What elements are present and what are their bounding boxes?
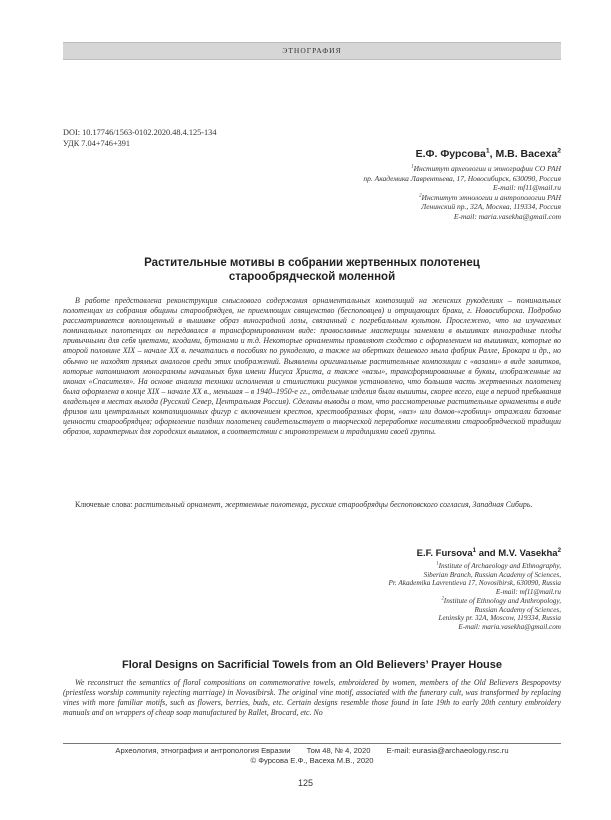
ru-author-2-sup: 2	[557, 147, 561, 155]
ru-affil-text: E-mail: mf11@mail.ru	[492, 183, 561, 192]
ru-affil-line	[241, 174, 561, 184]
en-affil-text: E-mail: maria.vasekha@gmail.com	[458, 622, 561, 631]
en-authors	[417, 548, 561, 559]
ru-keywords-text: растительный орнамент, жертвенные полотенца, русские старообрядцы беспоповского согласия, Западная Сибирь.	[134, 500, 533, 509]
ru-authors	[416, 148, 561, 160]
en-affil-sup: 1	[436, 561, 439, 567]
ru-author-2: М.В. Васеха	[495, 148, 558, 160]
section-title: ЭТНОГРАФИЯ	[282, 46, 342, 55]
ru-author-1-sup: 1	[485, 147, 490, 155]
en-affil-text: Pr. Akademika Lavrentieva 17, Novosibirsk, 630090, Russia	[388, 579, 561, 588]
en-affil-line	[261, 571, 561, 580]
en-affil-line	[261, 562, 561, 571]
en-affil-line	[261, 579, 561, 588]
ru-affil-text: E-mail: maria.vasekha@gmail.com	[453, 211, 561, 221]
ru-affil-line	[241, 183, 561, 193]
footer-line-1	[63, 746, 561, 756]
en-affil-line	[261, 614, 561, 623]
en-author-1: E.F. Fursova	[416, 548, 473, 559]
ru-affil-line	[241, 164, 561, 174]
udk: УДК 7.04+746+391	[63, 138, 131, 148]
en-affil-line	[261, 597, 561, 606]
ru-affil-sup: 2	[419, 193, 422, 198]
ru-affiliations	[241, 164, 561, 221]
ru-affil-text: Институт этнологии и антропологии РАН	[421, 192, 561, 202]
ru-abstract: В работе представлена реконструкция смыслового содержания орнаментальных композиций на женских рукоделиях – поминальных полотенцах из собрания общины старообрядцев, не приемлющих священство (беспоповцев) и отрицающих браки, г. Новосибирска. Подробно рассматривается воплощенный в вышивке образ виноградной лозы, связанный с погребальным культом. Прослежено, что на изучаемых поминальных полотенцах он передавался в трансформированном виде: православные мастерицы заменяли в вышивках виноградные плоды привычными для себя цветами, ягодами, бутонами и т.д. Некоторые орнаменты проявляют сходство с оформлением на вышивках, которые во второй половине XIX – начале XX в. печатались в пособиях по рукоделию, а также на обертках дешевого мыла фабрик Ралле, Брокара и др., но обычно не находят прямых аналогов среди этих изображений. Выявлены оригинальные растительные композиции с «вазами» в виде завитков, которые напоминают монограммы начальных букв имени Иисуса Христа, а также «вазы», трансформированные в буквы, изображенные на иконах «Спасителя». На основе анализа техники исполнения и стилистики рисунков установлено, что большая часть жертвенных полотенец была оформлена в конце XIX – начале XX в., меньшая – в 1940–1950-е гг., отдельные изделия были вышиты, скорее всего, еще в период пребывания владельцев в местах выхода (Русский Север, Центральная Россия). Сделаны выводы о том, что рассмотренные растительные орнаменты в виде фризов или центральных композиционных фигур с включением крестов, крестообразных форм, «ваз» или домов-«гробниц» отражали базовые ценности старообрядцев; оформление поздних полотенец свидетельствует о творческой переработке носителями старообрядческой традиции образов, характерных для городских вышивок, в соответствии с мировоззрением и традициями своей группы.	[63, 296, 561, 437]
ru-affil-text: Институт археологии и этнографии СО РАН	[413, 164, 561, 173]
footer-email: E-mail: eurasia@archaeology.nsc.ru	[386, 746, 509, 755]
en-affil-text: E-mail: mf11@mail.ru	[495, 588, 561, 597]
en-affil-text: Russian Academy of Sciences,	[474, 605, 561, 614]
en-author-1-sup: 1	[472, 546, 477, 554]
ru-author-separator: ,	[489, 148, 493, 160]
ru-affil-text: пр. Академика Лаврентьева, 17, Новосибирск, 630090, Россия	[363, 173, 561, 183]
ru-affil-line	[241, 212, 561, 222]
en-affil-sup: 2	[441, 596, 444, 602]
ru-article-title	[63, 256, 561, 284]
page-number: 125	[297, 778, 314, 788]
en-author-2: M.V. Vasekha	[498, 548, 558, 559]
en-affil-text: Institute of Ethnology and Anthropology,	[443, 596, 561, 605]
journal-footer	[63, 746, 561, 766]
en-affil-line	[261, 588, 561, 597]
ru-affil-sup: 1	[411, 164, 414, 170]
footer-volume: Том 48, № 4, 2020	[306, 746, 371, 755]
en-abstract: We reconstruct the semantics of floral compositions on commemorative towels, embroidered by women, members of the Old Believers Bespopovtsy (priestless worship community rejecting marriage) in Novosibirsk. The original vine motif, associated with the funerary cult, was transformed by replacing vines with more familiar motifs, such as flowers, berries, buds, etc. Certain designs resemble those found in late 19th to early 20th century embroidery manuals and on wrappers of cheap soap manufactured by Rallet, Brocard, etc. No	[63, 678, 561, 718]
ru-keywords	[63, 500, 561, 510]
ru-author-1: Е.Ф. Фурсова	[415, 148, 486, 160]
en-author-joiner: and	[478, 548, 496, 559]
ru-keywords-label: Ключевые слова:	[75, 500, 133, 509]
en-affil-text: Siberian Branch, Russian Academy of Sciences,	[423, 570, 561, 579]
en-affil-line	[261, 623, 561, 632]
en-affil-text: Institute of Archaeology and Ethnography,	[438, 562, 561, 570]
ru-affil-text: Ленинский пр., 32А, Москва, 119334, Россия	[421, 202, 561, 211]
section-header-bar	[63, 42, 561, 60]
footer-divider	[63, 743, 561, 744]
ru-affil-line	[241, 193, 561, 203]
article-meta	[63, 128, 216, 149]
ru-title-line-1: Растительные мотивы в собрании жертвенных полотенец	[144, 257, 480, 269]
ru-title-line-2: старообрядческой моленной	[228, 271, 396, 283]
en-affil-text: Leninsky pr. 32A, Moscow, 119334, Russia	[438, 614, 561, 623]
footer-journal: Археология, этнография и антропология Евразии	[115, 746, 291, 755]
ru-affil-line	[241, 202, 561, 212]
doi: DOI: 10.17746/1563-0102.2020.48.4.125-134	[63, 128, 217, 137]
footer-copyright: © Фурсова Е.Ф., Васеха М.В., 2020	[250, 756, 374, 765]
en-author-2-sup: 2	[557, 546, 561, 554]
en-affil-line	[261, 606, 561, 615]
en-affiliations	[261, 562, 561, 632]
en-article-title: Floral Designs on Sacrificial Towels from an Old Believers’ Prayer House	[121, 659, 503, 671]
